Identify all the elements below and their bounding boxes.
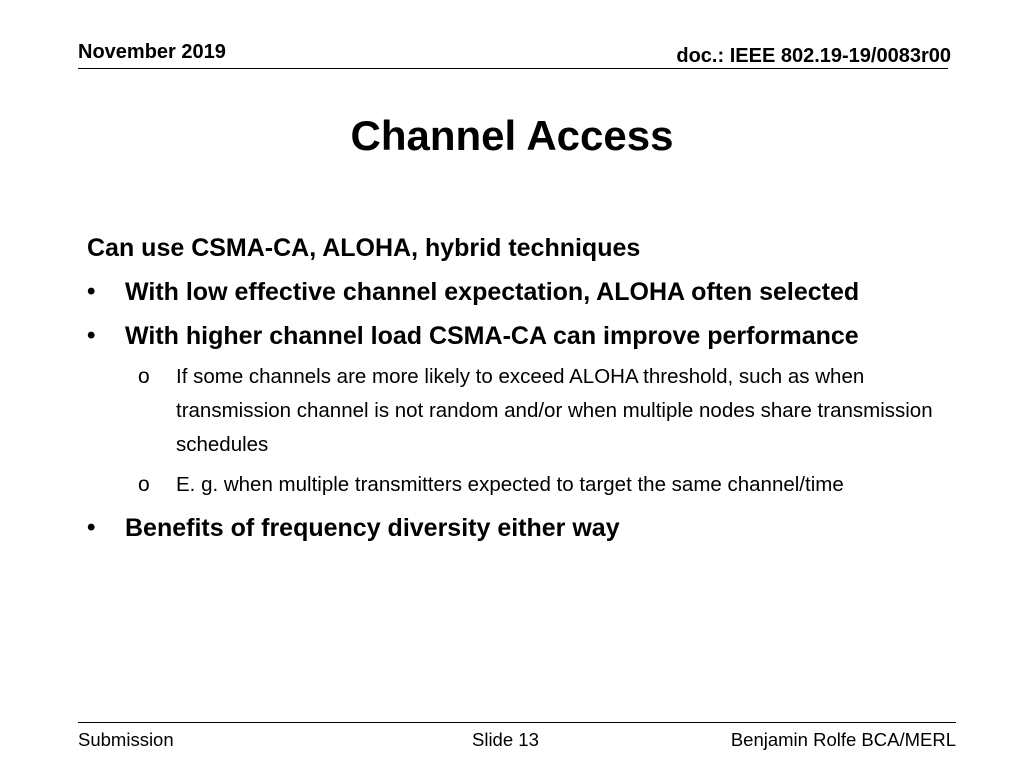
slide-body	[87, 230, 937, 552]
bullet-text: With higher channel load CSMA-CA can improve performance	[125, 322, 859, 350]
sub-bullet-text: If some channels are more likely to exceed ALOHA threshold, such as when transmission channel is not random and/or when multiple nodes share transmission schedules	[176, 365, 933, 456]
slide-title: Channel Access	[350, 112, 674, 159]
sub-bullet-marker: o	[138, 365, 150, 388]
bullet-item	[87, 316, 937, 356]
header-doc-id: doc.: IEEE 802.19-19/0083r00	[676, 45, 951, 67]
sub-bullet-text: E. g. when multiple transmitters expected to target the same channel/time	[176, 473, 844, 496]
bullet-text: With low effective channel expectation, ALOHA often selected	[125, 278, 860, 306]
sub-bullet-item	[138, 360, 937, 462]
bullet-item	[87, 508, 937, 548]
bullet-item	[87, 272, 937, 312]
sub-bullet-item	[138, 468, 937, 502]
sub-bullet-marker: o	[138, 473, 150, 496]
footer-slide-number: Slide 13	[472, 729, 539, 750]
header-divider	[78, 68, 948, 69]
lead-text: Can use CSMA-CA, ALOHA, hybrid techniques	[87, 234, 641, 262]
bullet-text: Benefits of frequency diversity either way	[125, 514, 620, 542]
footer-author: Benjamin Rolfe BCA/MERL	[730, 729, 956, 750]
bullet-marker: •	[87, 322, 96, 349]
header-date: November 2019	[78, 41, 226, 63]
footer-submission: Submission	[78, 729, 174, 750]
footer-divider	[78, 722, 956, 723]
bullet-marker: •	[87, 514, 96, 541]
bullet-marker: •	[87, 278, 96, 305]
